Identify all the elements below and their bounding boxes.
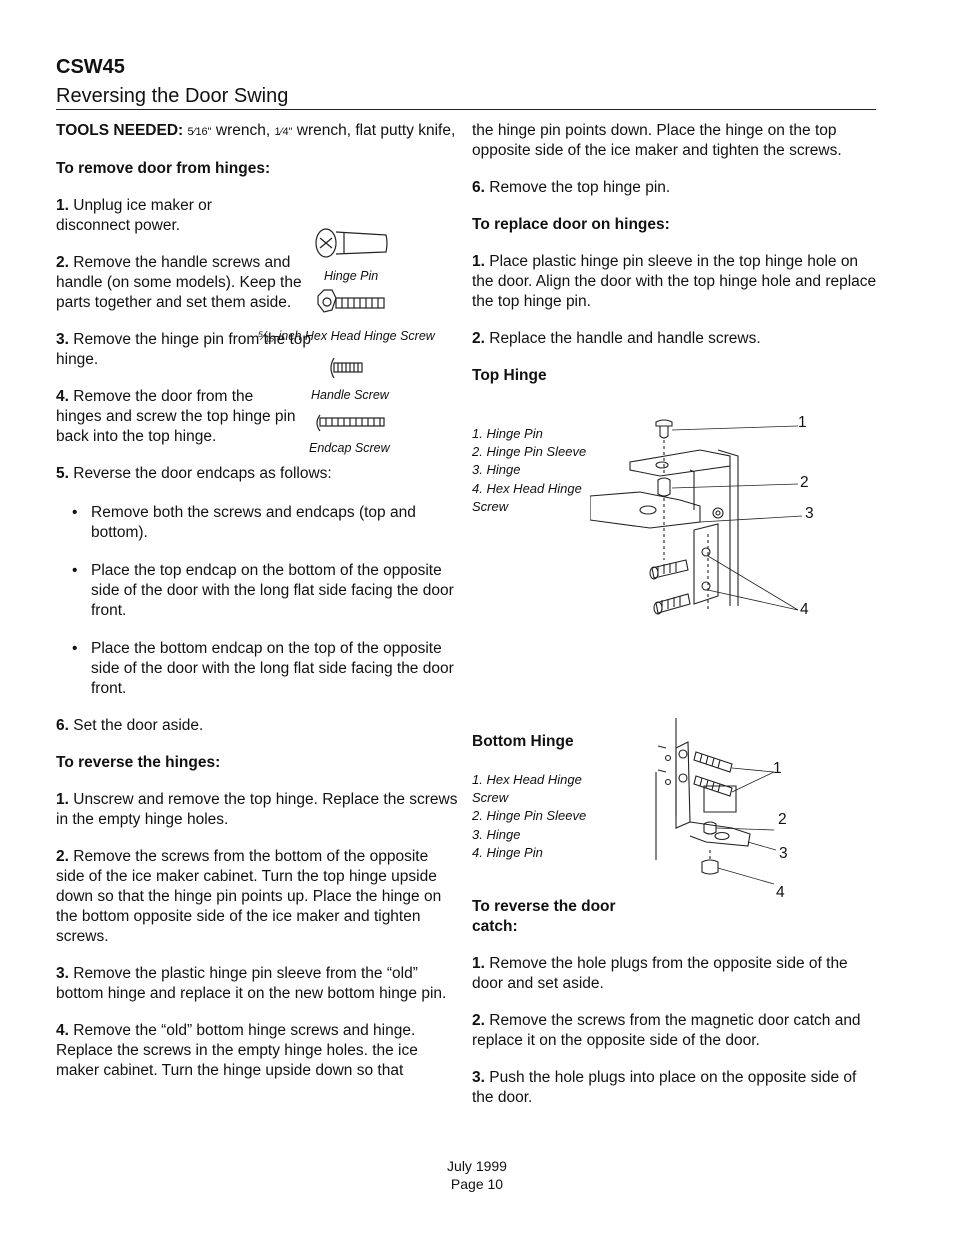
step-6-right: 6. Remove the top hinge pin. — [472, 179, 671, 196]
legend-item: 4. Hex Head Hinge — [472, 480, 582, 496]
legend-item: 3. Hinge — [472, 462, 521, 478]
bottom-callout-3: 3 — [779, 845, 788, 862]
hex-head-screw-icon — [318, 290, 384, 312]
hinge-pin-icon — [316, 229, 387, 257]
hinge-pin-caption: Hinge Pin — [324, 269, 379, 283]
catch-step-1: 1. Remove the hole plugs from the opposite side of the door and set aside. — [472, 955, 848, 992]
top-hinge-legend — [472, 425, 586, 516]
hex-screw-caption: ⁵⁄₁₆-inch Hex Head Hinge Screw — [258, 329, 435, 343]
footer-page-number: Page 10 — [450, 1176, 504, 1192]
reverse-step-1: 1. Unscrew and remove the top hinge. Replace the screws in the empty hinge holes. — [56, 791, 458, 828]
door-catch-heading: To reverse the door catch: — [472, 898, 616, 935]
handle-screw-icon — [331, 358, 362, 378]
bottom-hinge-legend — [472, 771, 586, 862]
step-5: 5. Reverse the door endcaps as follows: — [56, 465, 332, 482]
legend-item: Screw — [472, 498, 509, 514]
bullet-item: • Place the bottom endcap on the top of the opposite side of the door with the long flat side facing the door front. — [56, 639, 458, 699]
catch-step-2: 2. Remove the screws from the magnetic door catch and replace it on the opposite side of the door. — [472, 1012, 861, 1049]
replace-door-heading: To replace door on hinges: — [472, 216, 670, 233]
step-6: 6. Set the door aside. — [56, 717, 204, 734]
replace-step-1: 1. Place plastic hinge pin sleeve in the top hinge hole on the door. Align the door with the top hinge hole and replace the top hinge pin. — [472, 253, 877, 310]
reverse-step-2: 2. Remove the screws from the bottom of the opposite side of the ice maker cabinet. Turn the top hinge upside down so that the hinge pin points up. Place the hinge on the bottom opposite side of the ice maker and tighten screws. — [56, 848, 442, 945]
legend-item: 4. Hinge Pin — [472, 844, 543, 860]
tools-needed: TOOLS NEEDED: 5⁄16" wrench, 1⁄4" wrench, flat putty knife, — [56, 122, 456, 139]
door-catch-section — [472, 897, 878, 1125]
step-2: 2. Remove the handle screws and handle (on some models). Keep the parts together and set them aside. — [56, 254, 302, 311]
legend-item: 2. Hinge Pin Sleeve — [472, 444, 587, 460]
bottom-callout-2: 2 — [778, 811, 787, 828]
footer-date: July 1999 — [447, 1158, 507, 1174]
endcap-bullets — [56, 503, 458, 699]
top-hinge-diagram — [590, 410, 830, 625]
model-number: CSW45 — [56, 56, 125, 78]
top-callout-3: 3 — [805, 505, 814, 522]
right-column — [472, 121, 878, 403]
legend-item: Screw — [472, 790, 509, 806]
legend-item: 1. Hinge Pin — [472, 426, 543, 441]
bullet-item: • Place the top endcap on the bottom of the opposite side of the door with the long flat side facing the door front. — [56, 561, 458, 621]
title-rule — [56, 109, 876, 110]
endcap-screw-caption: Endcap Screw — [309, 441, 390, 455]
step-3: 3. Remove the hinge pin from the top hinge. — [56, 331, 312, 368]
top-callout-2: 2 — [800, 474, 809, 491]
page-footer — [0, 1157, 954, 1193]
top-callout-4: 4 — [800, 601, 809, 618]
step-4: 4. Remove the door from the hinges and screw the top hinge pin back into the top hinge. — [56, 388, 296, 445]
endcap-screw-icon — [317, 415, 384, 431]
reverse-step-4: 4. Remove the “old” bottom hinge screws and hinge. Replace the screws in the empty hinge holes. the ice maker cabinet. Turn the hinge upside down so that — [56, 1022, 418, 1079]
replace-step-2: 2. Replace the handle and handle screws. — [472, 330, 761, 347]
step-1: 1. Unplug ice maker or disconnect power. — [56, 197, 212, 234]
continued-text: the hinge pin points down. Place the hinge on the top opposite side of the ice maker and tighten the screws. — [472, 122, 842, 159]
top-callout-1: 1 — [798, 414, 807, 431]
bottom-hinge-heading: Bottom Hinge — [472, 733, 574, 750]
reverse-step-3: 3. Remove the plastic hinge pin sleeve from the “old” bottom hinge and replace it on the new bottom hinge pin. — [56, 965, 447, 1002]
catch-step-3: 3. Push the hole plugs into place on the opposite side of the door. — [472, 1069, 857, 1106]
page-title: Reversing the Door Swing — [56, 85, 289, 107]
bullet-item: • Remove both the screws and endcaps (top and bottom). — [56, 503, 458, 543]
legend-item: 2. Hinge Pin Sleeve — [472, 808, 587, 824]
bottom-hinge-diagram — [640, 712, 820, 892]
legend-item: 3. Hinge — [472, 826, 521, 842]
bottom-callout-4: 4 — [776, 884, 785, 901]
reverse-hinges-heading: To reverse the hinges: — [56, 754, 221, 771]
legend-item: 1. Hex Head Hinge — [472, 772, 582, 787]
remove-door-heading: To remove door from hinges: — [56, 160, 271, 177]
top-hinge-heading: Top Hinge — [472, 367, 547, 384]
bottom-callout-1: 1 — [773, 760, 782, 777]
handle-screw-caption: Handle Screw — [311, 388, 389, 402]
